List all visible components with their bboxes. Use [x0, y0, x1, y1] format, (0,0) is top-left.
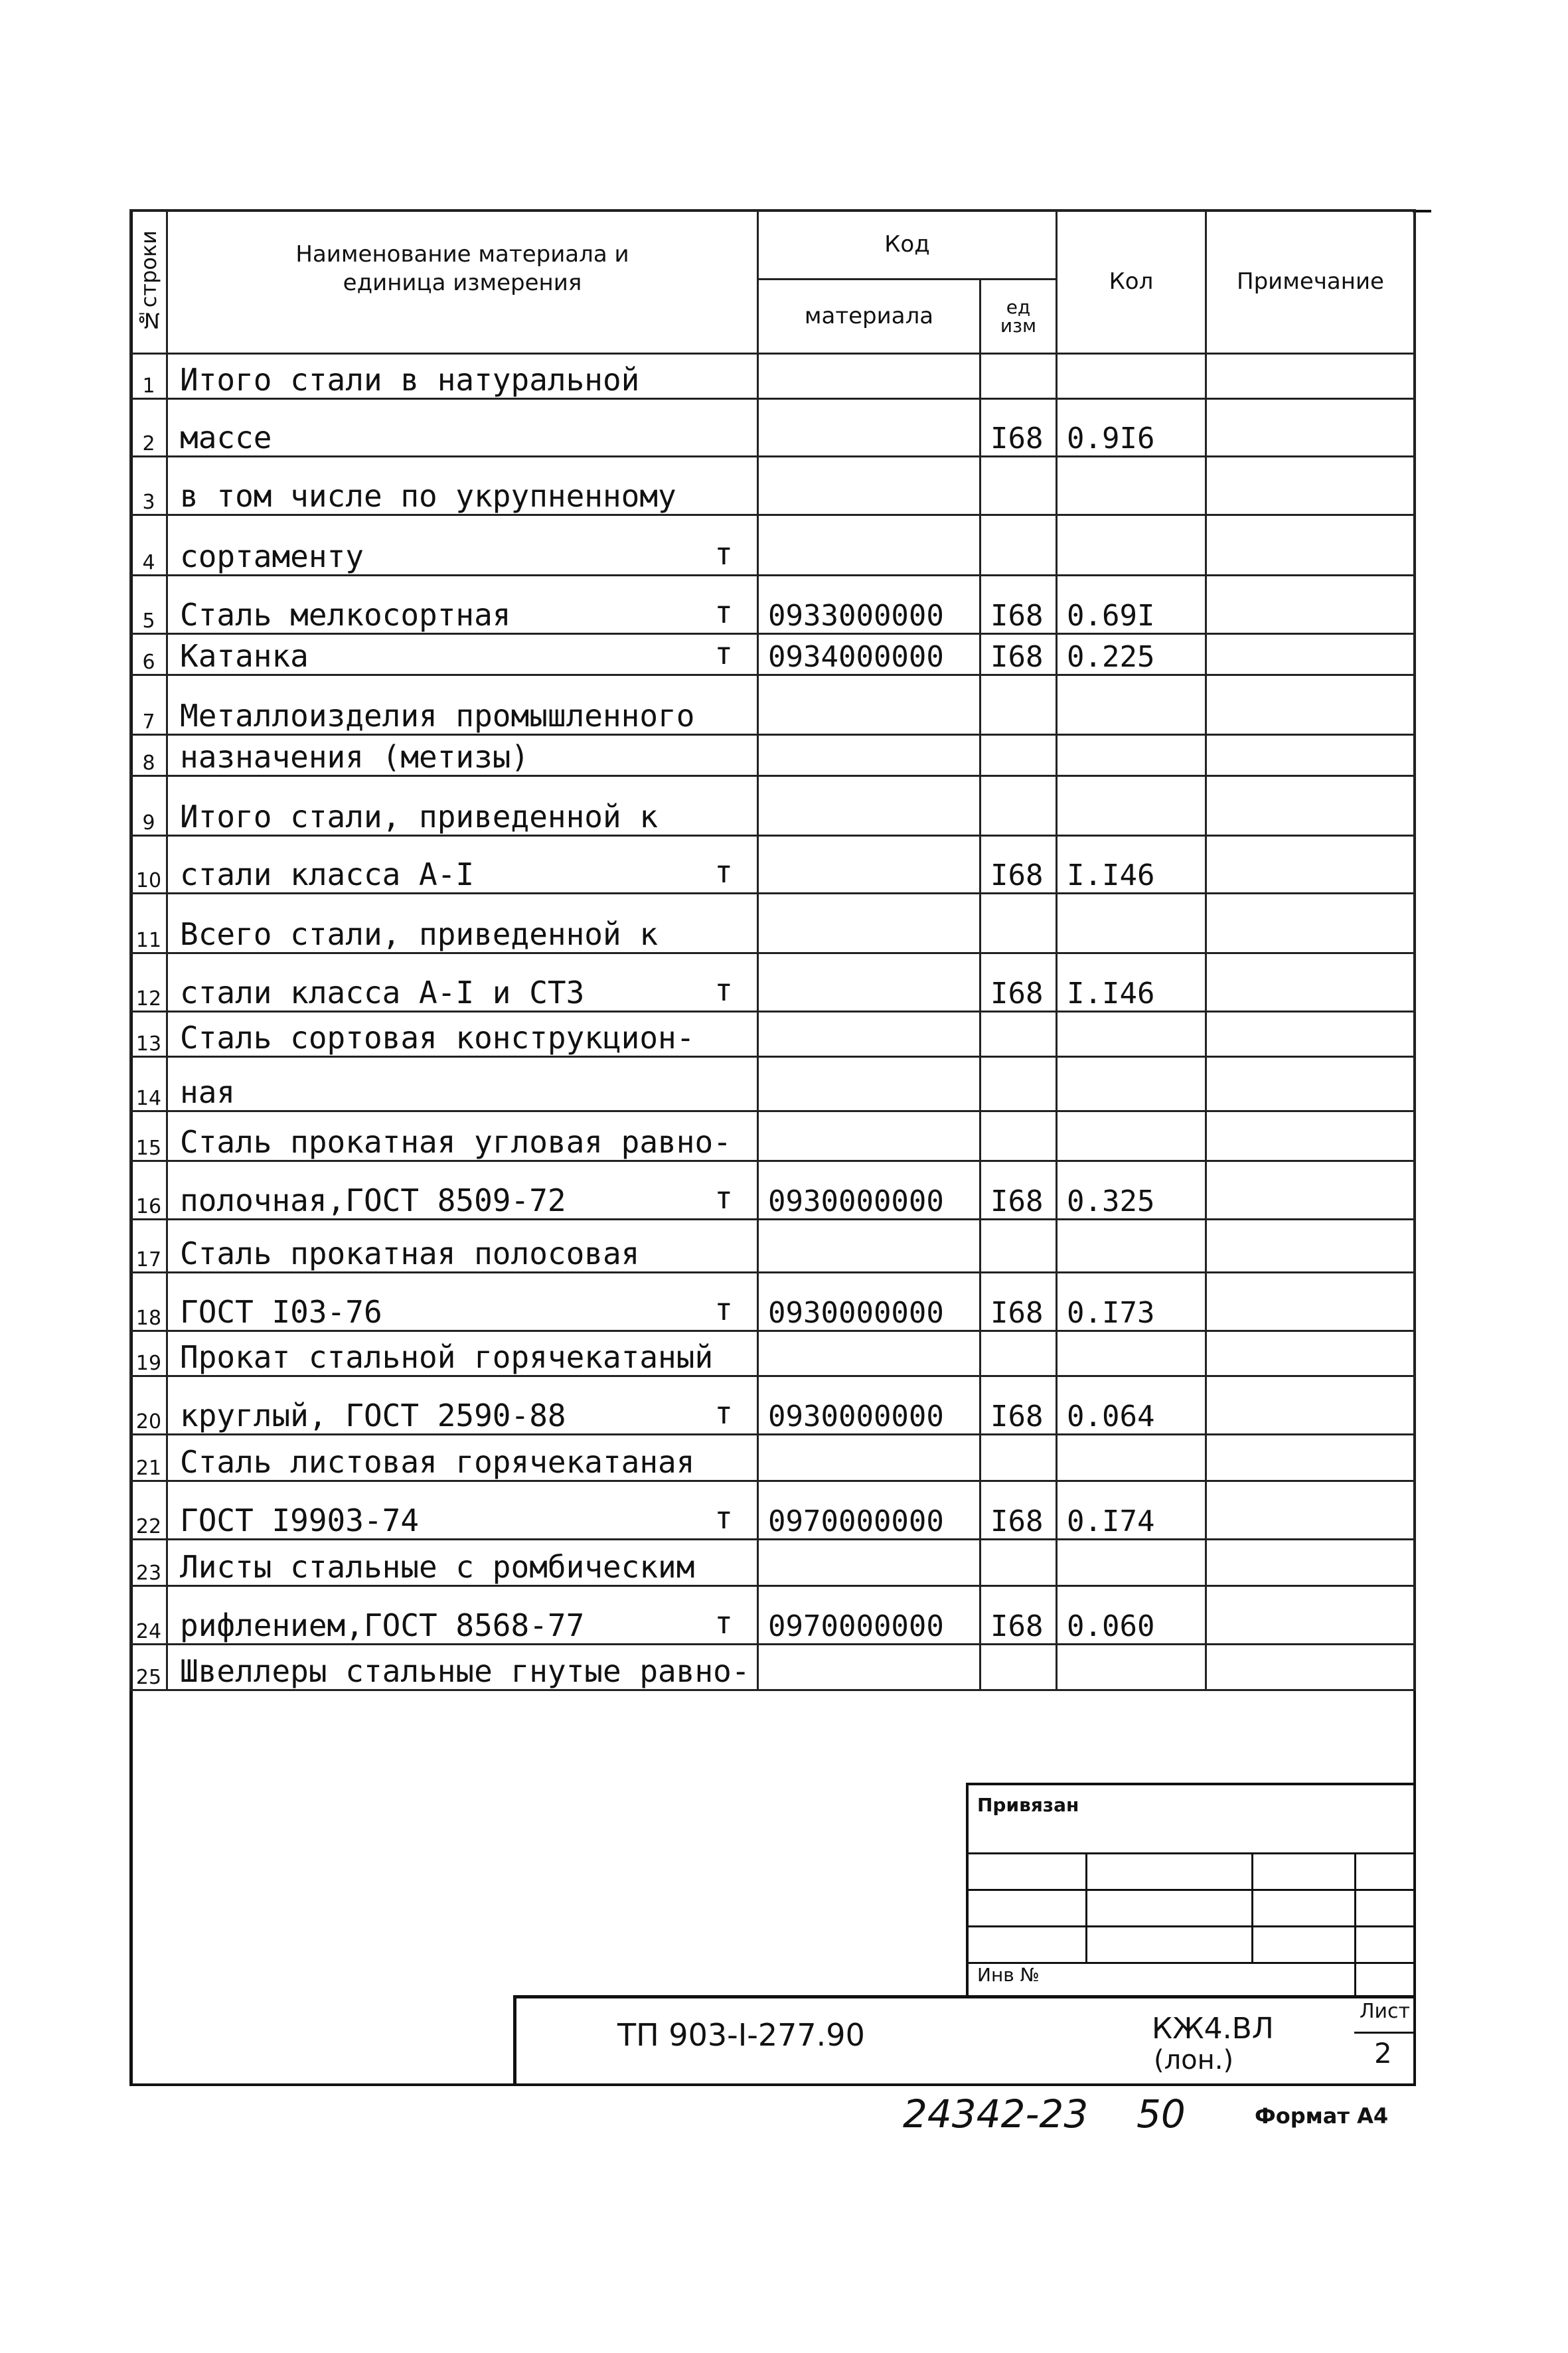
- material-name-cell: [167, 953, 758, 1012]
- unit-mark: т: [714, 1291, 733, 1327]
- material-name-cell: [167, 1481, 758, 1540]
- row-number: 19: [131, 1331, 167, 1376]
- tb-line: [966, 1889, 1416, 1891]
- header-material-code: материала: [758, 280, 980, 354]
- material-name-cell: [167, 1376, 758, 1435]
- note: [1206, 1012, 1415, 1057]
- material-name: в том числе по укрупненному: [180, 478, 676, 514]
- quantity: [1057, 354, 1206, 399]
- material-name-cell: [167, 515, 758, 576]
- material-code: [758, 1331, 980, 1376]
- material-code: [758, 735, 980, 776]
- quantity: 0.060: [1057, 1586, 1206, 1645]
- row-number: 4: [131, 515, 167, 576]
- material-code: [758, 1645, 980, 1690]
- unit-code: [980, 1220, 1057, 1273]
- material-name-cell: [167, 1331, 758, 1376]
- material-name: сортаменту: [180, 538, 364, 574]
- unit-code: [980, 675, 1057, 735]
- material-code: [758, 1435, 980, 1481]
- unit-code: I68: [980, 1273, 1057, 1331]
- note: [1206, 1331, 1415, 1376]
- row-number: 24: [131, 1586, 167, 1645]
- note: [1206, 354, 1415, 399]
- unit-code: [980, 1111, 1057, 1161]
- note: [1206, 1586, 1415, 1645]
- material-name: Сталь сортовая конструкцион-: [180, 1020, 695, 1056]
- material-name: массе: [180, 420, 272, 455]
- unit-code: [980, 735, 1057, 776]
- quantity: [1057, 735, 1206, 776]
- material-name: назначения (метизы): [180, 739, 530, 775]
- unit-mark: т: [714, 1605, 733, 1641]
- row-number: 15: [131, 1111, 167, 1161]
- material-name-cell: [167, 1161, 758, 1220]
- material-name-cell: [167, 1586, 758, 1645]
- material-code: 0970000000: [758, 1586, 980, 1645]
- quantity: 0.69I: [1057, 576, 1206, 634]
- unit-code: I68: [980, 1586, 1057, 1645]
- material-name: Листы стальные с ромбическим: [180, 1549, 695, 1585]
- material-name: Всего стали, приведенной к: [180, 916, 659, 952]
- row-number: 7: [131, 675, 167, 735]
- header-row-number-text: №строки: [136, 230, 161, 333]
- header-unit: ед изм: [980, 280, 1057, 354]
- table-row: [131, 1220, 1415, 1273]
- inventory-label: Инв №: [977, 1964, 1040, 1986]
- material-name-cell: [167, 1057, 758, 1111]
- material-name-cell: [167, 894, 758, 953]
- material-code: 0930000000: [758, 1161, 980, 1220]
- material-name-cell: [167, 1435, 758, 1481]
- material-name-cell: [167, 576, 758, 634]
- row-number: 25: [131, 1645, 167, 1690]
- quantity: [1057, 515, 1206, 576]
- note: [1206, 1161, 1415, 1220]
- table-row: [131, 399, 1415, 457]
- note: [1206, 776, 1415, 836]
- material-name: стали класса А-I и СТ3: [180, 975, 585, 1011]
- document-mark-sub: (лон.): [1154, 2045, 1234, 2075]
- table-row: [131, 1645, 1415, 1690]
- header-name: Наименование материала и единица измерения: [167, 210, 758, 354]
- unit-code: [980, 354, 1057, 399]
- materials-table: [129, 209, 1416, 1691]
- note: [1206, 894, 1415, 953]
- table-row: [131, 1111, 1415, 1161]
- table-row: [131, 1435, 1415, 1481]
- material-name: полочная,ГОСТ 8509-72: [180, 1182, 566, 1218]
- material-name: Сталь прокатная полосовая: [180, 1236, 640, 1271]
- table-row: [131, 1012, 1415, 1057]
- material-name-cell: [167, 457, 758, 515]
- note: [1206, 515, 1415, 576]
- row-number: 8: [131, 735, 167, 776]
- unit-code: [980, 1057, 1057, 1111]
- note: [1206, 1220, 1415, 1273]
- tb-line: [1354, 1852, 1356, 1998]
- material-name: Катанка: [180, 638, 309, 674]
- note: [1206, 399, 1415, 457]
- row-number: 16: [131, 1161, 167, 1220]
- unit-code: [980, 1435, 1057, 1481]
- unit-code: I68: [980, 953, 1057, 1012]
- material-code: 0933000000: [758, 576, 980, 634]
- table-row: [131, 634, 1415, 675]
- material-name: ГОСТ I03-76: [180, 1294, 382, 1330]
- material-code: [758, 1540, 980, 1586]
- row-number: 18: [131, 1273, 167, 1331]
- table-row: [131, 1586, 1415, 1645]
- handwritten-number-2: 50: [1137, 2091, 1186, 2137]
- row-number: 13: [131, 1012, 167, 1057]
- unit-code: [980, 1012, 1057, 1057]
- unit-code: [980, 1331, 1057, 1376]
- quantity: 0.I74: [1057, 1481, 1206, 1540]
- quantity: I.I46: [1057, 953, 1206, 1012]
- quantity: [1057, 894, 1206, 953]
- quantity: [1057, 1220, 1206, 1273]
- material-name: Прокат стальной горячекатаный: [180, 1339, 714, 1375]
- unit-code: I68: [980, 836, 1057, 894]
- unit-code: I68: [980, 1161, 1057, 1220]
- material-code: 0970000000: [758, 1481, 980, 1540]
- quantity: [1057, 1645, 1206, 1690]
- material-code: [758, 894, 980, 953]
- material-name: Сталь листовая горячекатаная: [180, 1444, 695, 1480]
- material-code: [758, 836, 980, 894]
- row-number: 12: [131, 953, 167, 1012]
- table-row: [131, 675, 1415, 735]
- unit-mark: т: [714, 1395, 733, 1431]
- unit-mark: т: [714, 854, 733, 890]
- row-number: 14: [131, 1057, 167, 1111]
- note: [1206, 1540, 1415, 1586]
- quantity: [1057, 1057, 1206, 1111]
- tb-line: [1085, 1852, 1087, 1962]
- material-name: Сталь прокатная угловая равно-: [180, 1124, 732, 1160]
- tb-line: [966, 1852, 1416, 1854]
- quantity: [1057, 1111, 1206, 1161]
- header-note: Примечание: [1206, 210, 1415, 354]
- row-number: 10: [131, 836, 167, 894]
- unit-code: I68: [980, 1481, 1057, 1540]
- unit-code: I68: [980, 399, 1057, 457]
- material-name: Металлоизделия промышленного: [180, 698, 695, 734]
- document-code: ТП 903-I-277.90: [617, 2017, 865, 2053]
- note: [1206, 576, 1415, 634]
- material-code: [758, 675, 980, 735]
- row-number: 23: [131, 1540, 167, 1586]
- sheet-number: 2: [1374, 2037, 1392, 2069]
- unit-code: [980, 776, 1057, 836]
- material-name-cell: [167, 776, 758, 836]
- unit-code: [980, 515, 1057, 576]
- quantity: [1057, 1331, 1206, 1376]
- note: [1206, 634, 1415, 675]
- unit-mark: т: [714, 1180, 733, 1216]
- tb-line: [966, 1783, 1416, 1785]
- table-row: [131, 776, 1415, 836]
- material-name-cell: [167, 399, 758, 457]
- note: [1206, 1111, 1415, 1161]
- header-row-number: [131, 210, 167, 354]
- material-code: 0930000000: [758, 1376, 980, 1435]
- table-row: [131, 894, 1415, 953]
- material-name: ГОСТ I9903-74: [180, 1502, 420, 1538]
- note: [1206, 1057, 1415, 1111]
- unit-mark: т: [714, 1500, 733, 1536]
- row-number: 9: [131, 776, 167, 836]
- row-number: 2: [131, 399, 167, 457]
- material-code: 0934000000: [758, 634, 980, 675]
- material-code: [758, 457, 980, 515]
- format-label: Формат А4: [1255, 2103, 1389, 2129]
- quantity: [1057, 1540, 1206, 1586]
- table-row: [131, 1481, 1415, 1540]
- quantity: [1057, 675, 1206, 735]
- material-code: 0930000000: [758, 1273, 980, 1331]
- note: [1206, 1435, 1415, 1481]
- material-name-cell: [167, 836, 758, 894]
- unit-mark: т: [714, 536, 733, 572]
- quantity: 0.9I6: [1057, 399, 1206, 457]
- quantity: 0.325: [1057, 1161, 1206, 1220]
- material-name: Итого стали, приведенной к: [180, 799, 659, 835]
- material-name: круглый, ГОСТ 2590-88: [180, 1398, 566, 1433]
- unit-mark: т: [714, 635, 733, 671]
- row-number: 21: [131, 1435, 167, 1481]
- tb-line: [513, 1995, 1416, 1998]
- row-number: 6: [131, 634, 167, 675]
- table-row: [131, 1161, 1415, 1220]
- material-code: [758, 1012, 980, 1057]
- table-row: [131, 836, 1415, 894]
- note: [1206, 675, 1415, 735]
- tb-line: [1354, 2032, 1416, 2034]
- table-row: [131, 1273, 1415, 1331]
- row-number: 5: [131, 576, 167, 634]
- unit-code: I68: [980, 1376, 1057, 1435]
- material-name-cell: [167, 1645, 758, 1690]
- material-name: Швеллеры стальные гнутые равно-: [180, 1653, 750, 1689]
- material-name-cell: [167, 634, 758, 675]
- table-row: [131, 515, 1415, 576]
- material-name: Сталь мелкосортная: [180, 597, 511, 633]
- table-row: [131, 953, 1415, 1012]
- table-row: [131, 354, 1415, 399]
- note: [1206, 836, 1415, 894]
- material-code: [758, 776, 980, 836]
- material-name-cell: [167, 735, 758, 776]
- row-number: 3: [131, 457, 167, 515]
- table-row: [131, 457, 1415, 515]
- material-code: [758, 354, 980, 399]
- material-code: [758, 1057, 980, 1111]
- table-row: [131, 1376, 1415, 1435]
- quantity: 0.064: [1057, 1376, 1206, 1435]
- table-row: [131, 1540, 1415, 1586]
- unit-mark: т: [714, 594, 733, 630]
- material-code: [758, 1111, 980, 1161]
- unit-code: [980, 1645, 1057, 1690]
- material-name-cell: [167, 675, 758, 735]
- material-name: рифлением,ГОСТ 8568-77: [180, 1607, 585, 1643]
- document-mark: КЖ4.ВЛ: [1152, 2012, 1274, 2046]
- header-code: Код: [758, 210, 1057, 280]
- row-number: 20: [131, 1376, 167, 1435]
- handwritten-number: 24342-23: [903, 2091, 1089, 2137]
- quantity: I.I46: [1057, 836, 1206, 894]
- material-name: стали класса А-I: [180, 856, 475, 892]
- quantity: 0.I73: [1057, 1273, 1206, 1331]
- note: [1206, 1645, 1415, 1690]
- note: [1206, 1481, 1415, 1540]
- note: [1206, 1376, 1415, 1435]
- material-name-cell: [167, 1220, 758, 1273]
- note: [1206, 953, 1415, 1012]
- quantity: [1057, 1435, 1206, 1481]
- tb-line: [1251, 1852, 1253, 1962]
- tb-line: [513, 1995, 516, 2086]
- material-code: [758, 953, 980, 1012]
- material-name-cell: [167, 354, 758, 399]
- material-name-cell: [167, 1540, 758, 1586]
- material-name: ная: [180, 1074, 236, 1110]
- tied-label: Привязан: [977, 1794, 1079, 1816]
- quantity: [1057, 776, 1206, 836]
- material-code: [758, 399, 980, 457]
- table-row: [131, 576, 1415, 634]
- material-name-cell: [167, 1012, 758, 1057]
- table-row: [131, 735, 1415, 776]
- table-row: [131, 1331, 1415, 1376]
- header-qty: Кол: [1057, 210, 1206, 354]
- quantity: [1057, 1012, 1206, 1057]
- material-name-cell: [167, 1273, 758, 1331]
- row-number: 17: [131, 1220, 167, 1273]
- tb-line: [966, 1925, 1416, 1927]
- unit-code: [980, 457, 1057, 515]
- row-number: 1: [131, 354, 167, 399]
- unit-code: I68: [980, 576, 1057, 634]
- quantity: [1057, 457, 1206, 515]
- unit-code: [980, 894, 1057, 953]
- material-name: Итого стали в натуральной: [180, 362, 640, 398]
- material-code: [758, 1220, 980, 1273]
- note: [1206, 457, 1415, 515]
- table-row: [131, 1057, 1415, 1111]
- unit-code: I68: [980, 634, 1057, 675]
- material-code: [758, 515, 980, 576]
- unit-code: [980, 1540, 1057, 1586]
- note: [1206, 1273, 1415, 1331]
- row-number: 22: [131, 1481, 167, 1540]
- unit-mark: т: [714, 972, 733, 1008]
- material-name-cell: [167, 1111, 758, 1161]
- sheet-label: Лист: [1360, 2000, 1411, 2023]
- quantity: 0.225: [1057, 634, 1206, 675]
- row-number: 11: [131, 894, 167, 953]
- note: [1206, 735, 1415, 776]
